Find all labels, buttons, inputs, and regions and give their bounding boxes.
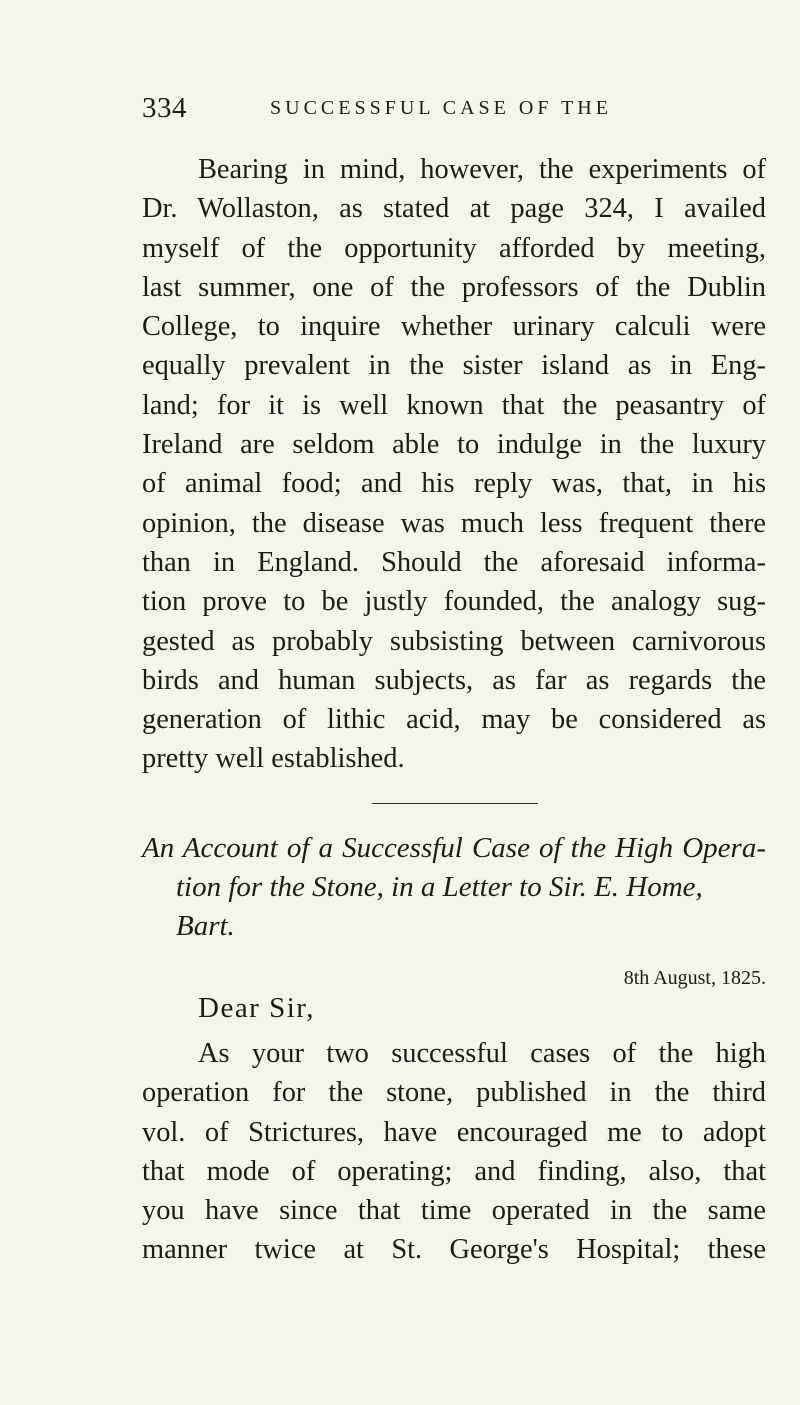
- text-line: As your two successful cases of the high: [198, 1038, 766, 1069]
- page-number: 334: [142, 92, 187, 124]
- text-line: tion prove to be justly founded, the analogy sug-: [142, 586, 766, 618]
- text-line: than in England. Should the aforesaid informa-: [142, 546, 766, 578]
- text-line: operation for the stone, published in the third: [142, 1077, 766, 1109]
- text-line: that mode of operating; and finding, also, that: [142, 1155, 766, 1187]
- running-head: SUCCESSFUL CASE OF THE: [270, 97, 612, 119]
- letter-date: 8th August, 1825.: [623, 967, 766, 989]
- text-line: land; for it is well known that the peasantry of: [142, 389, 766, 421]
- letter-salutation: Dear Sir,: [198, 992, 316, 1024]
- paragraph-wollaston: [142, 150, 766, 779]
- text-line: birds and human subjects, as far as regards the: [142, 664, 766, 696]
- text-line: of animal food; and his reply was, that, in his: [142, 468, 766, 500]
- paragraph-letter: [142, 1034, 766, 1270]
- section-divider: [372, 803, 538, 804]
- text-line: opinion, the disease was much less frequent there: [142, 507, 766, 539]
- text-line: pretty well established.: [142, 743, 405, 775]
- text-line: College, to inquire whether urinary calculi were: [142, 311, 766, 343]
- title-line: Bart.: [176, 910, 235, 942]
- text-line: Dr. Wollaston, as stated at page 324, I availed: [142, 193, 766, 225]
- text-line: vol. of Strictures, have encouraged me to adopt: [142, 1116, 766, 1148]
- title-line: An Account of a Successful Case of the High Opera-: [142, 832, 766, 864]
- text-line: myself of the opportunity afforded by meeting,: [142, 232, 766, 264]
- text-line: generation of lithic acid, may be considered as: [142, 704, 766, 736]
- text-line: equally prevalent in the sister island as in Eng-: [142, 350, 766, 382]
- text-line: Ireland are seldom able to indulge in the luxury: [142, 429, 766, 461]
- text-line: you have since that time operated in the same: [142, 1195, 766, 1227]
- section-title: [142, 829, 766, 946]
- title-line: tion for the Stone, in a Letter to Sir. E. Home,: [176, 871, 703, 903]
- text-line: manner twice at St. George's Hospital; these: [142, 1234, 766, 1266]
- text-line: gested as probably subsisting between carnivorous: [142, 625, 766, 657]
- text-line: last summer, one of the professors of the Dublin: [142, 271, 766, 303]
- text-line: Bearing in mind, however, the experiments of: [198, 154, 766, 185]
